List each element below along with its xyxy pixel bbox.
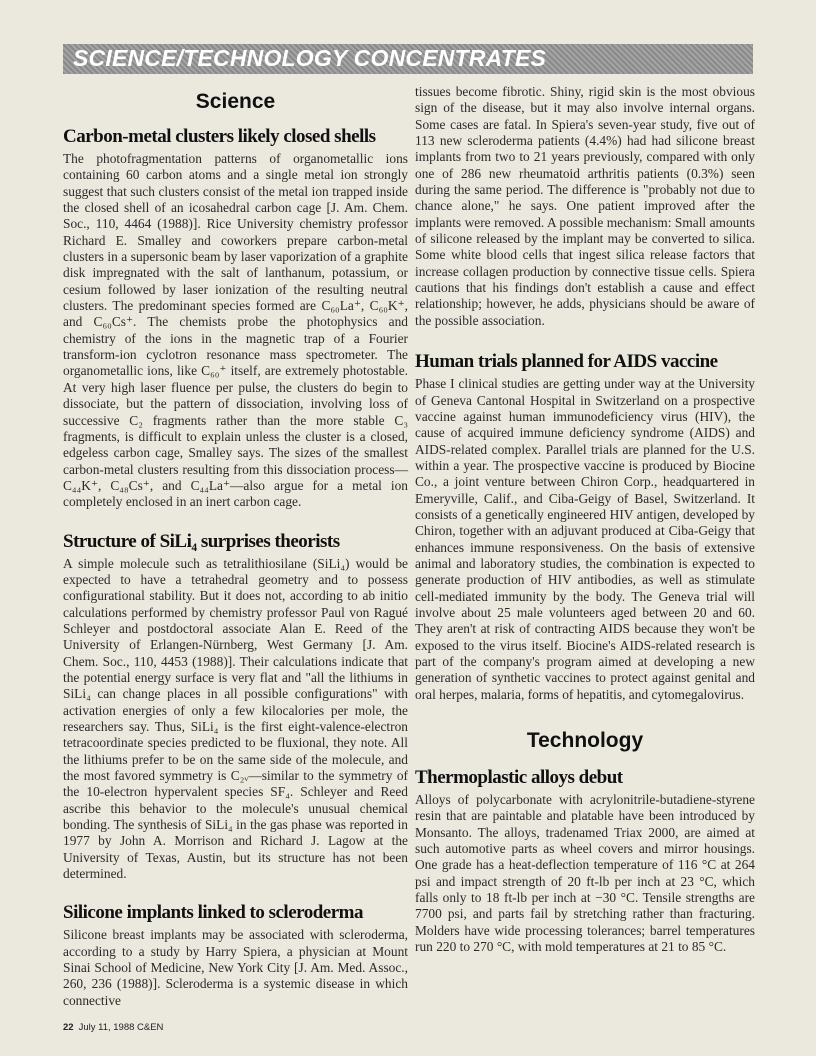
article-headline: Structure of SiLi₄ surprises theorists <box>63 530 340 552</box>
article-headline: Silicone implants linked to scleroderma <box>63 902 363 924</box>
section-heading-technology: Technology <box>526 729 644 753</box>
right-column <box>415 84 755 955</box>
article-headline: Human trials planned for AIDS vaccine <box>415 351 718 373</box>
article-body-part-2: tissues become fibrotic. Shiny, rigid skin is the most obvious sign of the disease, but it may also involve internal organs. Some cases are fatal. In Spiera's seven-year study, five out of 113 new scleroderma patients (4.4%) had had silicone breast implants from two to 21 years previously, compared with only one of 286 new rheumatoid arthritis patients (0.3%) seen during the same period. The difference is "probably not due to chance alone," he says. One patient improved after the implants were removed. A possible mechanism: Small amounts of silicone released by the implant may be converted to silica. Some white blood cells that ingest silica release factors that increase collagen production by connective tissue cells. Spiera cautions that his findings don't establish a cause and effect relationship; however, he adds, physicians should be aware of the possible association. <box>415 84 755 328</box>
article-body-part-1: Silicone breast implants may be associated with scleroderma, according to a study by Harry Spiera, a physician at Mount Sinai School of Medicine, New York City [J. Am. Med. Assoc., 260, 236 (1988)]. Scleroderma is a systemic disease in which connective <box>63 927 408 1008</box>
left-column <box>63 84 408 1009</box>
article-body: Phase I clinical studies are getting under way at the University of Geneva Cantonal Hospital in Switzerland on a prospective vaccine against human immunodeficiency virus (HIV), the cause of acquired immune deficiency syndrome (AIDS) and AIDS-related complex. Parallel trials are planned for the U.S. within a year. The prospective vaccine is produced by Biocine Co., a joint venture between Chiron Corp., headquartered in Emeryville, Calif., and Ciba-Geigy of Basel, Switzerland. It consists of a genetically engineered HIV antigen, developed by Chiron, together with an adjuvant produced at Ciba-Geigy that enhances immune responsiveness. On the basis of extensive animal and laboratory studies, the combination is expected to generate production of HIV antibodies, as well as stimulate cell-mediated immunity by the body. The Geneva trial will involve about 25 male volunteers aged between 20 and 60. They aren't at risk of contracting AIDS because they won't be exposed to the virus itself. Biocine's AIDS-related research is part of the company's program aimed at developing a new generation of synthetic vaccines to protect against genital and oral herpes, malaria, forms of hepatitis, and cytomegalovirus. <box>415 376 755 702</box>
page-number: 22 <box>63 1022 74 1033</box>
article-headline: Carbon-metal clusters likely closed shells <box>63 126 376 147</box>
page-footer <box>63 1022 163 1033</box>
article-body: Alloys of polycarbonate with acrylonitrile-butadiene-styrene resin that are paintable and platable have been introduced by Monsanto. The alloys, tradenamed Triax 2000, are aimed at such automotive parts as wheel covers and mirror housings. One grade has a heat-deflection temperature of 116 °C at 264 psi and impact strength of 20 ft-lb per inch at 23 °C, which falls only to 18 ft-lb per inch at −30 °C. Tensile strengths are 7700 psi, and parts fail by stretching rather than fracturing. Molders have wide processing tolerances; barrel temperatures run 220 to 270 °C, with mold temperatures at 21 to 85 °C. <box>415 792 755 955</box>
article-sili4 <box>63 531 408 883</box>
banner-title: SCIENCE/TECHNOLOGY CONCENTRATES <box>73 45 547 71</box>
section-banner <box>63 44 753 74</box>
article-headline: Thermoplastic alloys debut <box>415 767 623 789</box>
article-body: The photofragmentation patterns of organometallic ions containing 60 carbon atoms and a single metal ion strongly suggest that such clusters consist of the metal ion trapped inside the closed shell of an icosahedral carbon cage [J. Am. Chem. Soc., 110, 4464 (1988)]. Rice University chemistry professor Richard E. Smalley and coworkers prepare carbon-metal clusters in a supersonic beam by laser vaporization of a graphite disk impregnated with the salt of lanthanum, potassium, or cesium followed by laser ionization of the resulting neutral clusters. The predominant species formed are C₆₀La⁺, C₆₀K⁺, and C₆₀Cs⁺. The chemists probe the photophysics and chemistry of the ions in the magnetic trap of a Fourier transform-ion cyclotron resonance mass spectrometer. The organometallic ions, like C₆₀⁺ itself, are extremely photostable. At very high laser fluence per pulse, the clusters do begin to dissociate, but the pattern of dissociation, involving loss of successive C₂ fragments rather than the more stable C₃ fragments, is difficult to explain unless the cluster is a closed, edgeless carbon cage, Smalley says. The sizes of the smallest carbon-metal clusters resulting from this dissociation process—C₄₄K⁺, C₄₈Cs⁺, and C₄₄La⁺—also argue for a metal ion completely enclosed in an inert carbon cage. <box>63 151 408 510</box>
issue-line: July 11, 1988 C&EN <box>78 1022 164 1033</box>
section-heading-science: Science <box>195 90 276 113</box>
article-thermoplastic <box>415 767 755 955</box>
article-body: A simple molecule such as tetralithiosilane (SiLi₄) would be expected to have a tetrahedral geometry and to possess configurational stability. But it does not, according to ab initio calculations performed by chemistry professor Paul von Ragué Schleyer and postdoctoral associate Alan E. Reed of the University of Erlangen-Nürnberg, West Germany [J. Am. Chem. Soc., 110, 4453 (1988)]. Their calculations indicate that the potential energy surface is very flat and "all the lithiums in SiLi₄ can change places in all possible configurations" with activation energies of only a few kilocalories per mole, the researchers say. Thus, SiLi₄ is the first eight-valence-electron tetracoordinate species predicted to be fluxional, they note. All the lithiums prefer to be on the same side of the molecule, and the most favored symmetry is C₂ᵥ—similar to the symmetry of the 10-electron hypervalent species SF₄. Schleyer and Reed ascribe this behavior to the molecule's unusual chemical bonding. The synthesis of SiLi₄ in the gas phase was reported in 1977 by John A. Morrison and Richard J. Lagow at the University of Texas, Austin, but its structure has not been determined. <box>63 555 408 882</box>
article-silicone <box>63 902 408 1009</box>
article-carbon-metal <box>63 126 408 511</box>
article-aids-vaccine <box>415 351 755 703</box>
